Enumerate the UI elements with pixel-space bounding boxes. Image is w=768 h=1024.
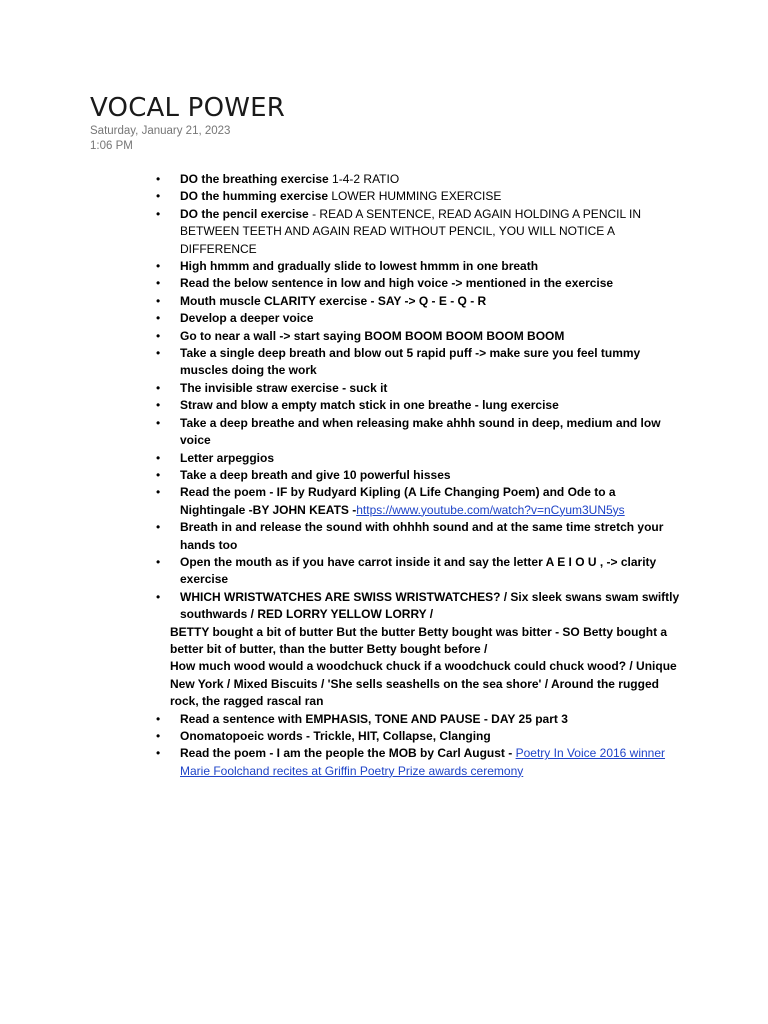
item-bold-text: Take a single deep breath and blow out 5 rapid puff -> make sure you feel tummy muscles doing the work [180, 346, 641, 378]
item-bold-text: WHICH WRISTWATCHES ARE SWISS WRISTWATCHES? / Six sleek swans swam swiftly southwards / RED LORRY YELLOW LORRY / [180, 589, 680, 622]
item-text: LOWER HUMMING EXERCISE [328, 189, 502, 204]
list-item[interactable] [180, 554, 680, 589]
item-bold-text: Develop a deeper voice [180, 311, 314, 326]
page-time: 1:06 PM [90, 140, 133, 152]
page-title[interactable]: VOCAL POWER [90, 93, 286, 123]
list-item[interactable] [180, 728, 680, 745]
item-bold-text: Breath in and release the sound with ohhhh sound and at the same time stretch your hands too [180, 520, 664, 552]
list-item[interactable] [180, 258, 680, 275]
list-item[interactable] [180, 484, 680, 519]
list-item[interactable] [180, 380, 680, 397]
list-item[interactable] [180, 415, 680, 450]
item-bold-text: Mouth muscle CLARITY exercise - SAY -> Q - E - Q - R [180, 293, 487, 308]
item-bold-text: DO the breathing exercise [180, 172, 329, 186]
item-bold-text: Read the below sentence in low and high voice -> mentioned in the exercise [180, 276, 614, 291]
item-bold-text: DO the humming exercise [180, 189, 329, 204]
item-bold-text: The invisible straw exercise - suck it [180, 380, 388, 395]
page-date: Saturday, January 21, 2023 [90, 125, 231, 137]
item-bold-text: Read the poem - I am the people the MOB by Carl August - [180, 746, 516, 761]
item-bold-text: Take a deep breathe and when releasing make ahhh sound in deep, medium and low voice [180, 415, 661, 448]
item-bold-text: Take a deep breath and give 10 powerful hisses [180, 467, 451, 482]
item-bold-text: Letter arpeggios [180, 450, 275, 465]
list-item-continuation[interactable] [170, 624, 680, 659]
list-item[interactable] [180, 171, 680, 188]
list-item[interactable] [180, 275, 680, 292]
list-item[interactable] [180, 745, 680, 780]
item-bold-text: High hmmm and gradually slide to lowest hmmm in one breath [180, 259, 539, 274]
list-item[interactable] [180, 589, 680, 624]
item-bold-text: DO the pencil exercise [180, 206, 309, 221]
list-item[interactable] [180, 293, 680, 310]
list-item[interactable] [180, 188, 680, 205]
list-item[interactable] [180, 450, 680, 467]
item-bold-text: Read a sentence with EMPHASIS, TONE AND PAUSE - DAY 25 part 3 [180, 711, 568, 726]
list-item-continuation[interactable] [170, 658, 680, 710]
item-bold-text: BETTY bought a bit of butter But the butter Betty bought was bitter - SO Betty bought a better bit of butter, than the butter Betty bought before / [170, 624, 668, 656]
item-bold-text: Read the poem - IF by Rudyard Kipling (A Life Changing Poem) and Ode to a Nightingale -BY JOHN KEATS - [180, 485, 616, 517]
item-bold-text: Go to near a wall -> start saying BOOM BOOM BOOM BOOM BOOM [180, 328, 565, 343]
list-item[interactable] [180, 328, 680, 345]
youtube-link[interactable]: https://www.youtube.com/watch?v=nCyum3UN5ys [356, 502, 625, 517]
poetry-video-link[interactable]: Poetry In Voice 2016 winner Marie Foolchand recites at Griffin Poetry Prize awards ceremony [180, 746, 666, 778]
page-meta [90, 124, 230, 154]
notes-list [170, 171, 680, 780]
item-text: 1-4-2 RATIO [328, 172, 400, 186]
list-item[interactable] [180, 711, 680, 728]
list-item[interactable] [180, 467, 680, 484]
list-item[interactable] [180, 310, 680, 327]
item-bold-text: Open the mouth as if you have carrot inside it and say the letter A E I O U , -> clarity exercise [180, 554, 657, 587]
list-item[interactable] [180, 345, 680, 380]
item-text: - READ A SENTENCE, READ AGAIN HOLDING A PENCIL IN BETWEEN TEETH AND AGAIN READ WITHOUT PENCIL, YOU WILL NOTICE A DIFFERENCE [180, 206, 642, 256]
list-item[interactable] [180, 397, 680, 414]
item-bold-text: Straw and blow a empty match stick in one breathe - lung exercise [180, 398, 559, 413]
list-item[interactable] [180, 519, 680, 554]
list-item[interactable] [180, 206, 680, 258]
item-bold-text: Onomatopoeic words - Trickle, HIT, Collapse, Clanging [180, 729, 491, 743]
item-bold-text: How much wood would a woodchuck chuck if a woodchuck could chuck wood? / Unique New York / Mixed Biscuits / 'She sells seashells on the sea shore' / Around the rugged rock, the ragged rascal ran [170, 659, 677, 709]
